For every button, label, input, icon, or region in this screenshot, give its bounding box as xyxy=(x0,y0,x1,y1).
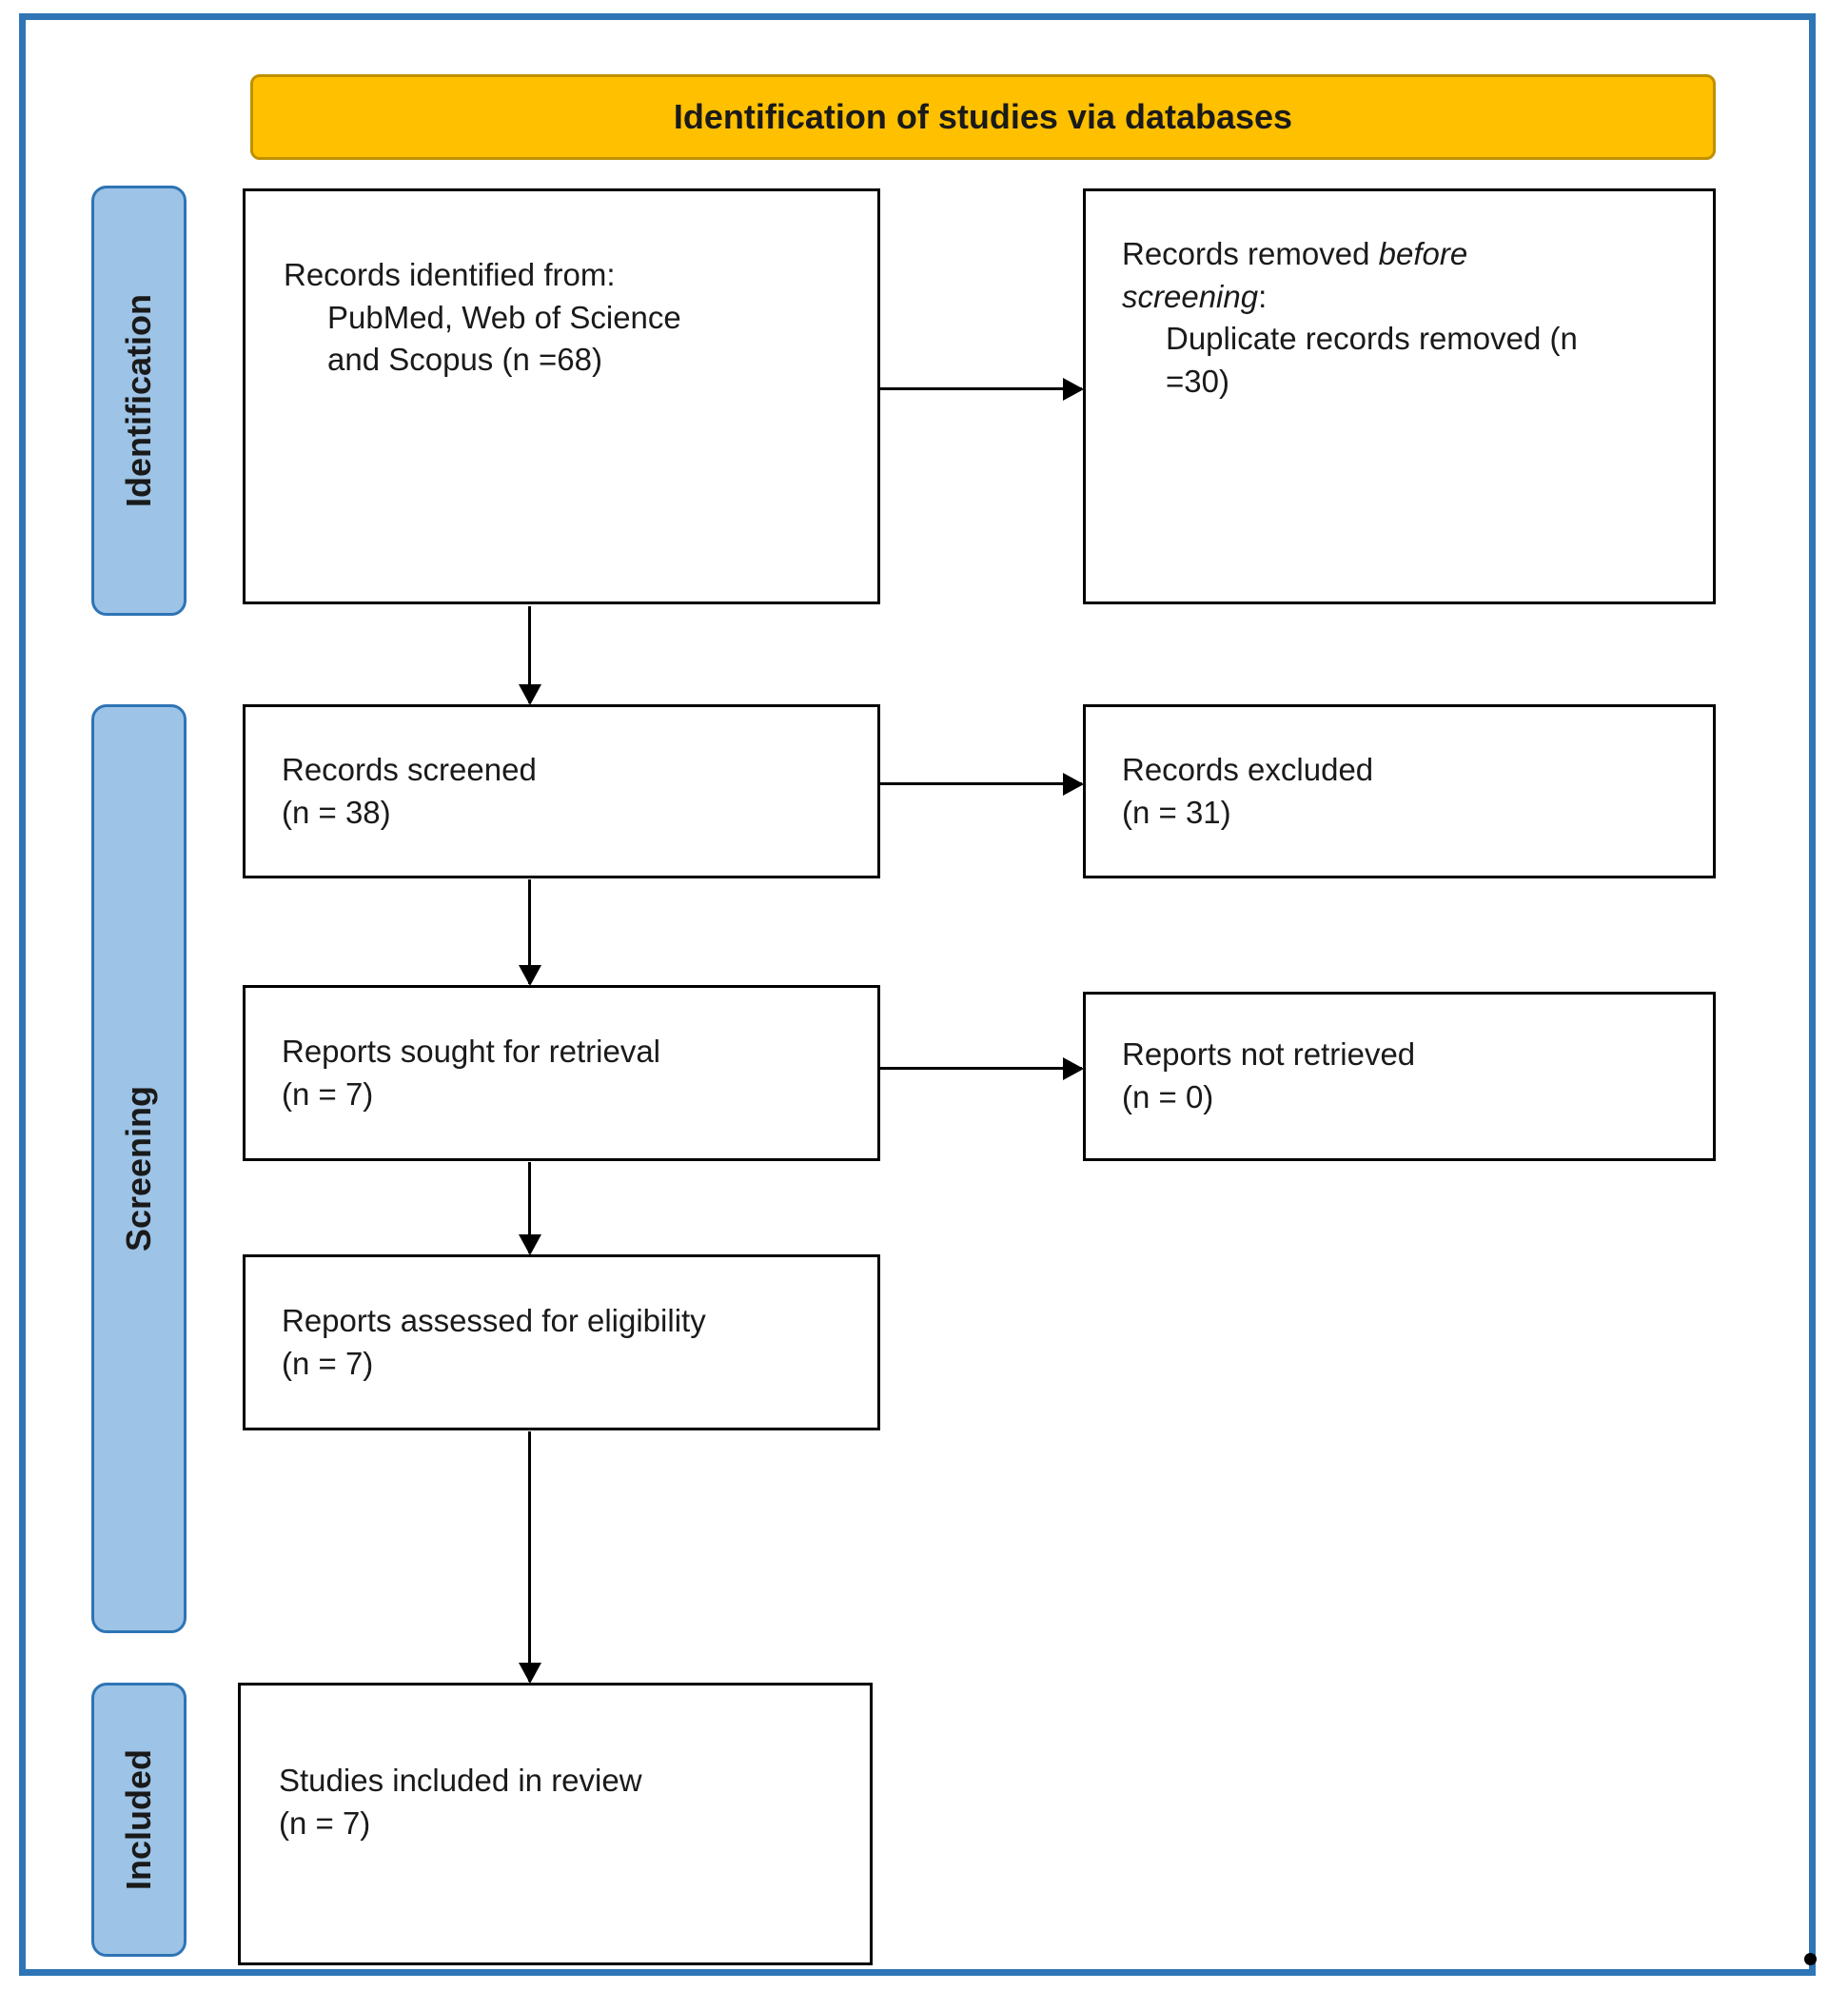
records-removed-suffix: : xyxy=(1258,278,1268,314)
stage-label-identification-text: Identification xyxy=(119,294,158,507)
box-records-removed xyxy=(1083,188,1716,604)
reports-not-retrieved-line1: Reports not retrieved xyxy=(1122,1036,1416,1073)
reports-sought-line2: (n = 7) xyxy=(282,1075,374,1112)
reports-assessed-line1: Reports assessed for eligibility xyxy=(282,1302,706,1338)
stage-label-identification xyxy=(91,186,187,616)
box-records-identified xyxy=(243,188,880,604)
stage-label-included-text: Included xyxy=(119,1748,159,1891)
studies-included-line1: Studies included in review xyxy=(279,1763,642,1798)
box-reports-not-retrieved xyxy=(1083,992,1716,1161)
records-screened-line2: (n = 38) xyxy=(282,794,391,830)
reports-not-retrieved-line2: (n = 0) xyxy=(1122,1079,1214,1114)
arrow-screened-to-sought xyxy=(528,879,531,984)
box-reports-assessed xyxy=(243,1254,880,1430)
reports-sought-line1: Reports sought for retrieval xyxy=(282,1033,661,1069)
studies-included-line2: (n = 7) xyxy=(279,1804,371,1841)
stage-label-screening-text: Screening xyxy=(119,1085,158,1252)
records-removed-heading xyxy=(1122,233,1602,318)
diagram-title: Identification of studies via databases xyxy=(673,97,1293,136)
box-studies-included xyxy=(238,1683,873,1965)
records-removed-prefix: Records removed xyxy=(1122,236,1379,271)
box-records-excluded xyxy=(1083,704,1716,878)
arrow-identified-to-removed xyxy=(880,387,1082,390)
arrow-sought-to-not-retrieved xyxy=(880,1067,1082,1070)
records-excluded-line2: (n = 31) xyxy=(1122,794,1231,830)
stage-label-screening xyxy=(91,704,187,1633)
records-identified-line1: Records identified from: xyxy=(284,257,616,292)
box-records-screened xyxy=(243,704,880,878)
reports-assessed-line2: (n = 7) xyxy=(282,1345,374,1381)
diagram-title-banner xyxy=(250,74,1716,160)
records-excluded-line1: Records excluded xyxy=(1122,751,1374,787)
records-screened-line1: Records screened xyxy=(282,751,537,787)
records-identified-line3: and Scopus (n =68) xyxy=(327,342,602,378)
records-identified-line2: PubMed, Web of Science xyxy=(327,299,681,335)
arrow-screened-to-excluded xyxy=(880,782,1082,785)
arrow-assessed-to-included xyxy=(528,1431,531,1682)
records-removed-detail: Duplicate records removed (n =30) xyxy=(1166,321,1578,399)
arrow-identified-to-screened xyxy=(528,606,531,703)
period-dot xyxy=(1804,1953,1817,1965)
arrow-sought-to-assessed xyxy=(528,1162,531,1253)
stage-label-included xyxy=(91,1683,187,1957)
box-reports-sought xyxy=(243,985,880,1161)
records-removed-italic: before screening xyxy=(1122,236,1468,314)
